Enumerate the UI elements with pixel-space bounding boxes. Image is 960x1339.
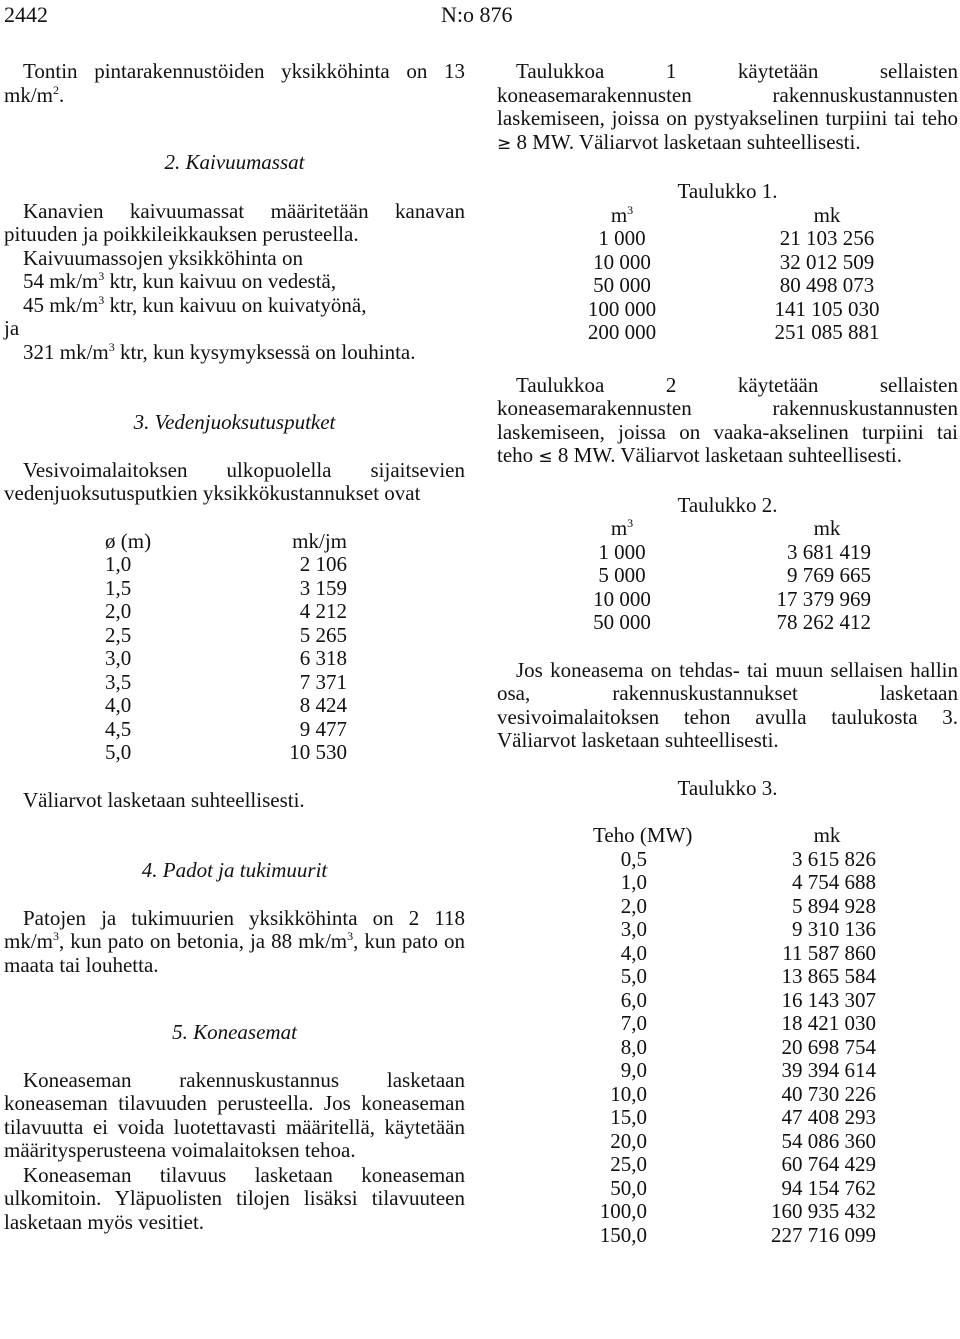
table-cell: 4,0 xyxy=(620,940,647,965)
table-row xyxy=(497,1059,958,1083)
table-header: Teho (MW) xyxy=(593,823,693,847)
table-row xyxy=(497,989,958,1013)
table-cell: 10 530 xyxy=(289,740,347,764)
table-cell: 21 103 256 xyxy=(779,226,875,250)
table-cell: 1,0 xyxy=(105,552,132,576)
table-cell: 9 477 xyxy=(299,716,347,741)
table-cell: 3,0 xyxy=(620,917,647,941)
section-2-line-1: 54 $mk/m^3$ ktr, kun kaivuu on vedestä, xyxy=(23,269,337,293)
table-cell: 8 424 xyxy=(299,693,347,717)
table-cell: 80 498 073 xyxy=(779,273,875,297)
table-cell: 227 716 099 xyxy=(771,1222,876,1247)
table-cell: 3 615 826 xyxy=(792,846,876,871)
table-cell: 9 769 665 xyxy=(787,563,871,587)
table-header-row xyxy=(497,517,958,541)
table-row xyxy=(497,274,958,298)
table-row xyxy=(497,1153,958,1177)
table-cell: 1 000 xyxy=(598,226,646,250)
section-2-ja: ja xyxy=(4,316,20,340)
table-cell: 200 000 xyxy=(587,320,657,344)
right-column xyxy=(497,60,958,1247)
table-cell: 10 000 xyxy=(593,249,651,274)
greater-equal-symbol: ≥ xyxy=(497,133,512,154)
table-header: mk xyxy=(813,202,841,227)
table-row xyxy=(4,671,465,695)
table-cell: 78 262 412 xyxy=(776,610,871,634)
table-cell: 9,0 xyxy=(620,1058,647,1082)
section-3-paragraph: Vesivoimalaitoksen ulkopuolella sijaitsevien vedenjuoksutusputkien yksikkökustannukset ovat xyxy=(4,457,465,505)
table-row xyxy=(497,1083,958,1107)
table-row xyxy=(497,871,958,895)
table-1-intro: Taulukkoa 1 käytetään sellaisten koneasemarakennusten rakennuskustannusten laskemiseen, joissa on pystyakselinen turpiini tai teho ≥ 8 MW. Väliarvot lasketaan suhteellisesti. xyxy=(497,59,958,154)
table-row xyxy=(497,321,958,345)
table-cell: 5,0 xyxy=(105,740,132,764)
table-row xyxy=(497,611,958,635)
table-cell: 3 681 419 xyxy=(787,539,871,564)
table-cell: 15,0 xyxy=(610,1105,647,1129)
table-cell: 5,0 xyxy=(620,964,647,988)
table-cell: 160 935 432 xyxy=(771,1199,876,1223)
table-cell: 1,0 xyxy=(620,870,647,894)
section-5-paragraph-1: Koneaseman rakennuskustannus lasketaan koneaseman tilavuuden perusteella. Jos koneaseman tilavuutta ei voida luotettavasti määritellä, käytetään määritysperusteena voimalaitoksen tehoa. xyxy=(4,1067,465,1162)
table-row xyxy=(497,1106,958,1130)
table-row xyxy=(4,577,465,601)
table-cell: 100,0 xyxy=(599,1199,647,1223)
table-row xyxy=(4,553,465,577)
section-2-line-2: 45 $mk/m^3$ ktr, kun kaivuu on kuivatyönä, xyxy=(23,292,367,317)
table-cell: 2 106 xyxy=(299,552,347,576)
left-column xyxy=(4,60,465,1234)
table-cell: 150,0 xyxy=(599,1222,647,1247)
section-4-paragraph: Patojen ja tukimuurien yksikköhinta on 2 118 $mk/m^3$, kun pato on betonia, ja 88 $mk/m^3$, kun pato on maata tai louhetta. xyxy=(4,905,466,977)
table-header-row xyxy=(497,204,958,228)
table-cell: 141 105 030 xyxy=(774,296,880,321)
page-number: 2442 xyxy=(4,2,48,27)
pipe-cost-table xyxy=(4,530,465,765)
table-cell: 11 587 860 xyxy=(782,940,876,965)
table-2-title: Taulukko 2. xyxy=(677,492,778,517)
table-row xyxy=(497,942,958,966)
unit-price-paragraph: Tontin pintarakennustöiden yksikköhinta on 13 $mk/m^2$. xyxy=(4,59,465,107)
less-equal-symbol: ≤ xyxy=(538,447,553,467)
table-cell: 3,0 xyxy=(105,646,132,670)
table-row xyxy=(4,600,465,624)
table-cell: 8,0 xyxy=(620,1034,647,1059)
table-cell: 4 212 xyxy=(299,599,347,623)
table-cell: 9 310 136 xyxy=(792,917,876,941)
table-cell: 6,0 xyxy=(620,987,647,1012)
table-cell: 0,5 xyxy=(620,846,647,871)
table-cell: 20,0 xyxy=(610,1128,647,1153)
table-cell: 50 000 xyxy=(593,610,651,634)
table-3-title: Taulukko 3. xyxy=(677,775,778,800)
table-cell: 40 730 226 xyxy=(781,1081,876,1106)
table-cell: 4,0 xyxy=(105,693,132,717)
table-3-intro: Jos koneasema on tehdas- tai muun sellaisen hallin osa, rakennuskustannukset lasketaan vesivoimalaitoksen tehon avulla taulukosta 3. Väliarvot lasketaan suhteellisesti. xyxy=(497,657,958,752)
table-cell: 2,0 xyxy=(105,599,132,623)
table-cell: 16 143 307 xyxy=(781,987,876,1012)
table-cell: 7,0 xyxy=(620,1011,647,1035)
table-cell: 3,5 xyxy=(105,669,132,694)
table-cell: 20 698 754 xyxy=(781,1034,876,1059)
table-row xyxy=(497,588,958,612)
table-row xyxy=(4,624,465,648)
table-row xyxy=(497,965,958,989)
table-row xyxy=(4,741,465,765)
table-row xyxy=(497,251,958,275)
table-header-row xyxy=(4,530,465,554)
table-cell: 50,0 xyxy=(610,1175,647,1200)
table-2 xyxy=(497,517,958,635)
table-cell: 6 318 xyxy=(299,646,347,670)
table-cell: 32 012 509 xyxy=(779,249,875,274)
section-5-paragraph-2: Koneaseman tilavuus lasketaan koneaseman ulkomitoin. Yläpuolisten tilojen lisäksi tilavuuteen lasketaan myös vesitiet. xyxy=(4,1162,465,1234)
table-cell: 4 754 688 xyxy=(792,870,876,894)
section-3-heading: 3. Vedenjuoksutusputket xyxy=(133,410,336,434)
table-row xyxy=(4,647,465,671)
table-row xyxy=(497,848,958,872)
section-2-line-3: 321 $mk/m^3$ ktr, kun kysymyksessä on louhinta. xyxy=(23,339,416,364)
section-5-heading: 5. Koneasemat xyxy=(172,1020,297,1044)
table-header: $m^3$ xyxy=(610,202,634,227)
table-cell: 1 000 xyxy=(598,539,646,564)
table-header: mk/jm xyxy=(292,528,347,553)
table-cell: 10,0 xyxy=(610,1081,647,1106)
table-row xyxy=(497,1130,958,1154)
section-2-heading: 2. Kaivuumassat xyxy=(164,150,305,174)
table-cell: 94 154 762 xyxy=(781,1175,876,1200)
issue-number: N:o 876 xyxy=(441,2,513,27)
table-cell: 5 265 xyxy=(299,622,347,647)
table-header: mk xyxy=(813,823,841,847)
table-cell: 17 379 969 xyxy=(776,586,871,611)
table-cell: 5 000 xyxy=(598,563,646,587)
table-cell: 60 764 429 xyxy=(781,1152,876,1176)
section-4-heading: 4. Padot ja tukimuurit xyxy=(141,858,328,882)
table-row xyxy=(497,1012,958,1036)
table-row xyxy=(4,694,465,718)
table-3 xyxy=(497,824,958,1247)
table-row xyxy=(497,298,958,322)
table-cell: 1,5 xyxy=(105,575,132,600)
table-cell: 251 085 881 xyxy=(774,320,880,344)
table-cell: 50 000 xyxy=(593,273,651,297)
table-1 xyxy=(497,204,958,345)
table-cell: 54 086 360 xyxy=(781,1128,876,1153)
table-row xyxy=(497,918,958,942)
table-row xyxy=(497,564,958,588)
section-2-paragraph-1: Kanavien kaivuumassat määritetään kanavan pituuden ja poikkileikkauksen perusteella. xyxy=(4,198,465,246)
table-header-row xyxy=(497,824,958,848)
table-cell: 4,5 xyxy=(105,716,132,741)
table-cell: 7 371 xyxy=(299,669,347,694)
table-cell: 100 000 xyxy=(587,296,657,321)
section-2-paragraph-2: Kaivuumassojen yksikköhinta on xyxy=(23,245,303,270)
table-cell: 13 865 584 xyxy=(781,964,876,988)
table-row xyxy=(497,1036,958,1060)
table-1-title: Taulukko 1. xyxy=(677,179,778,203)
table-2-intro: Taulukkoa 2 käytetään sellaisten koneasemarakennusten rakennuskustannusten laskemiseen, joissa on vaaka-akselinen turpiini tai teho ≤ 8 MW. Väliarvot lasketaan suhteellisesti. xyxy=(497,372,958,467)
table-cell: 2,5 xyxy=(105,622,132,647)
table-cell: 18 421 030 xyxy=(781,1011,876,1035)
table-cell: 3 159 xyxy=(299,575,347,600)
table-row xyxy=(497,895,958,919)
table-row xyxy=(497,1200,958,1224)
table-cell: 10 000 xyxy=(593,586,651,611)
table-cell: 5 894 928 xyxy=(792,893,876,918)
table-header: $m^3$ xyxy=(610,516,634,540)
section-3-note: Väliarvot lasketaan suhteellisesti. xyxy=(23,787,305,812)
table-header: ø (m) xyxy=(105,528,152,553)
table-row xyxy=(497,541,958,565)
table-cell: 25,0 xyxy=(610,1152,647,1176)
table-row xyxy=(497,1224,958,1248)
table-row xyxy=(4,718,465,742)
table-row xyxy=(497,227,958,251)
table-cell: 47 408 293 xyxy=(781,1105,876,1129)
table-row xyxy=(497,1177,958,1201)
table-cell: 2,0 xyxy=(620,893,647,918)
table-cell: 39 394 614 xyxy=(781,1058,876,1082)
table-header: mk xyxy=(813,516,841,540)
